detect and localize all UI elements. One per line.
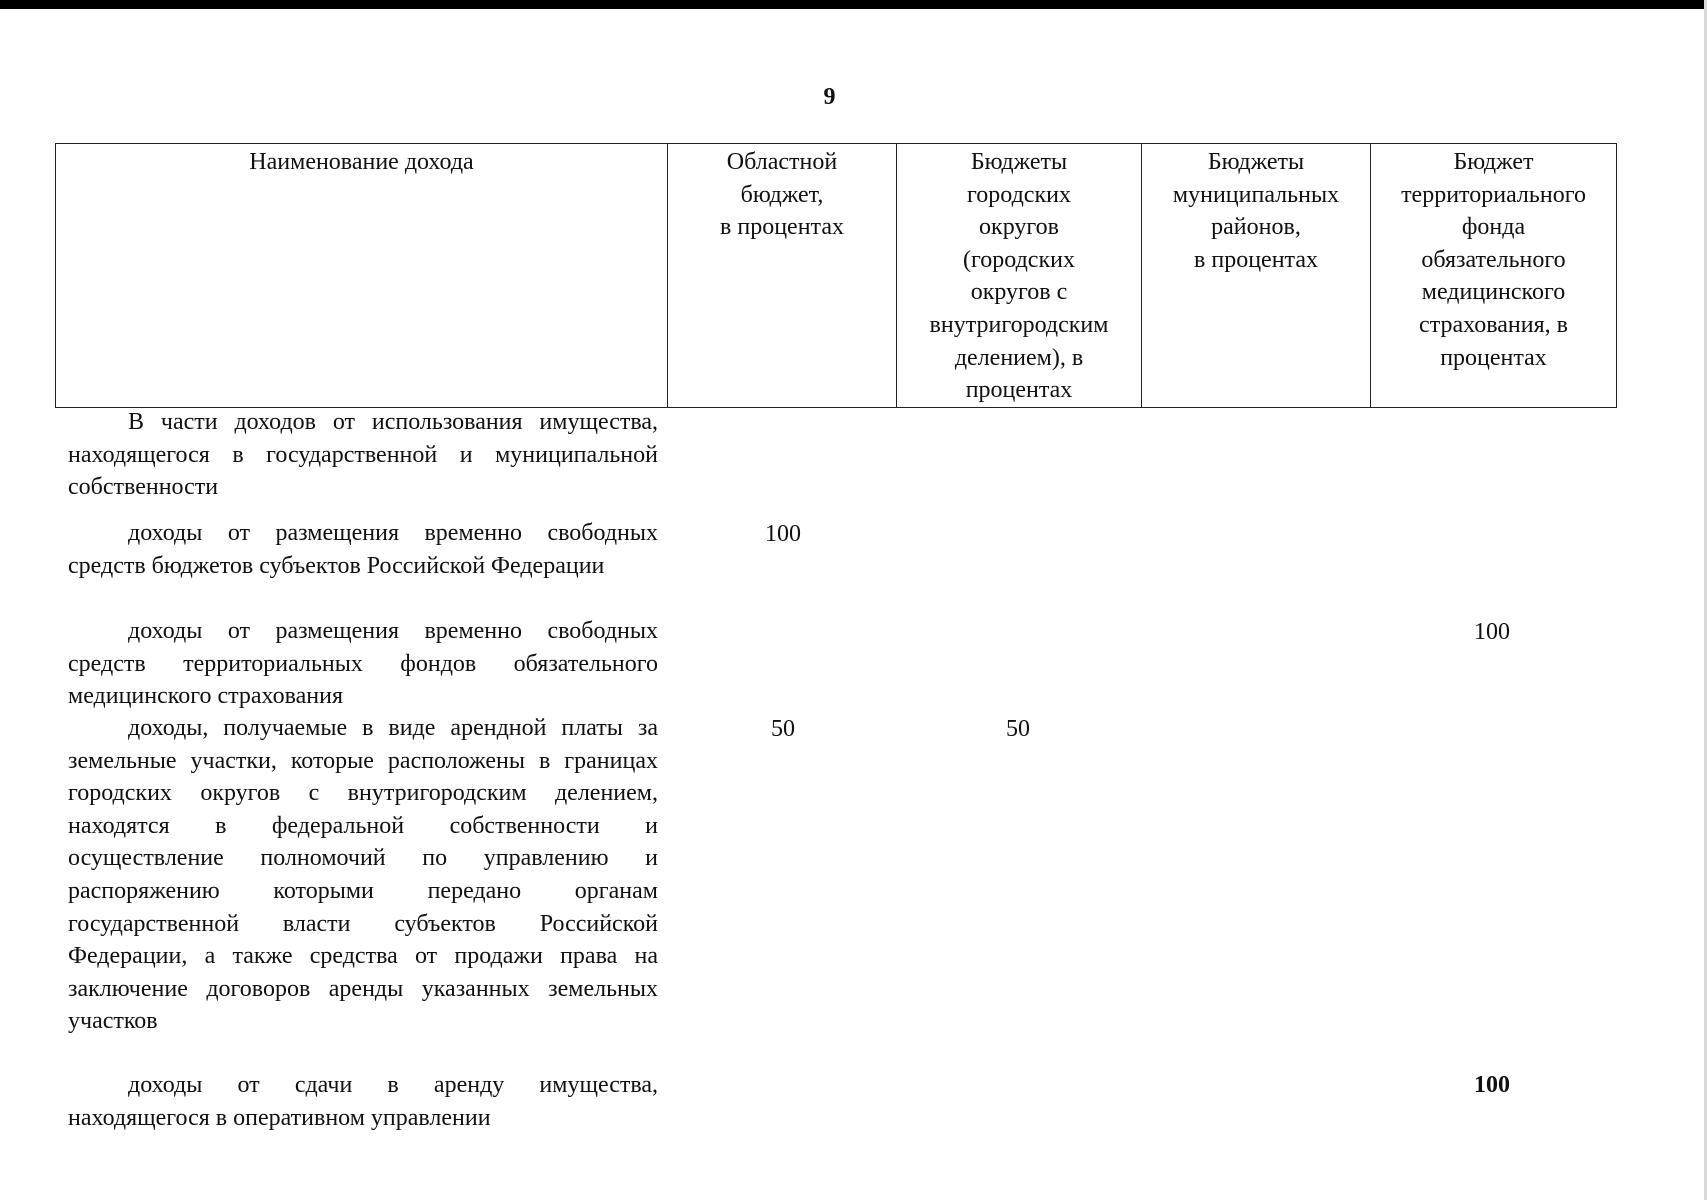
row-text-property-rent: доходы от сдачи в аренду имущества, находящегося в оперативном управлении xyxy=(68,1072,658,1131)
header-table xyxy=(55,143,1617,408)
header-income-name: Наименование дохода xyxy=(56,144,668,408)
header-municipal-districts-budgets: Бюджеты муниципальных районов, в процентах xyxy=(1142,144,1371,408)
row-text-property-income: В части доходов от использования имущества, находящегося в государственной и муниципальной собственности xyxy=(68,409,658,501)
row-text-land-rent: доходы, получаемые в виде арендной платы за земельные участки, которые расположены в границах городских округов с внутригородским делением, находятся в федеральной собственности и осуществление полномочий по управлению и распоряжению которыми передано органам государственной власти субъектов Российской Федерации, а также средства от продажи права на заключение договоров аренды указанных земельных участков xyxy=(68,715,658,1035)
page-number: 9 xyxy=(823,84,836,110)
header-health-insurance-fund: Бюджет территориального фонда обязательного медицинского страхования, в процентах xyxy=(1371,144,1617,408)
row-value-fund: 100 xyxy=(1474,619,1510,645)
header-city-districts-budgets: Бюджеты городских округов (городских округов с внутригородским делением), в процентах xyxy=(897,144,1142,408)
row-value-regional: 100 xyxy=(765,521,801,547)
row-value-regional: 50 xyxy=(771,716,795,742)
row-value-city-districts: 50 xyxy=(1006,716,1030,742)
header-regional-budget: Областной бюджет, в процентах xyxy=(668,144,897,408)
top-border-rule xyxy=(0,0,1707,9)
row-text-fund-free-funds: доходы от размещения временно свободных средств территориальных фондов обязательного медицинского страхования xyxy=(68,618,658,710)
row-value-fund: 100 xyxy=(1474,1072,1510,1098)
header-row xyxy=(56,144,1617,408)
row-text-regional-free-funds: доходы от размещения временно свободных средств бюджетов субъектов Российской Федерации xyxy=(68,520,658,579)
